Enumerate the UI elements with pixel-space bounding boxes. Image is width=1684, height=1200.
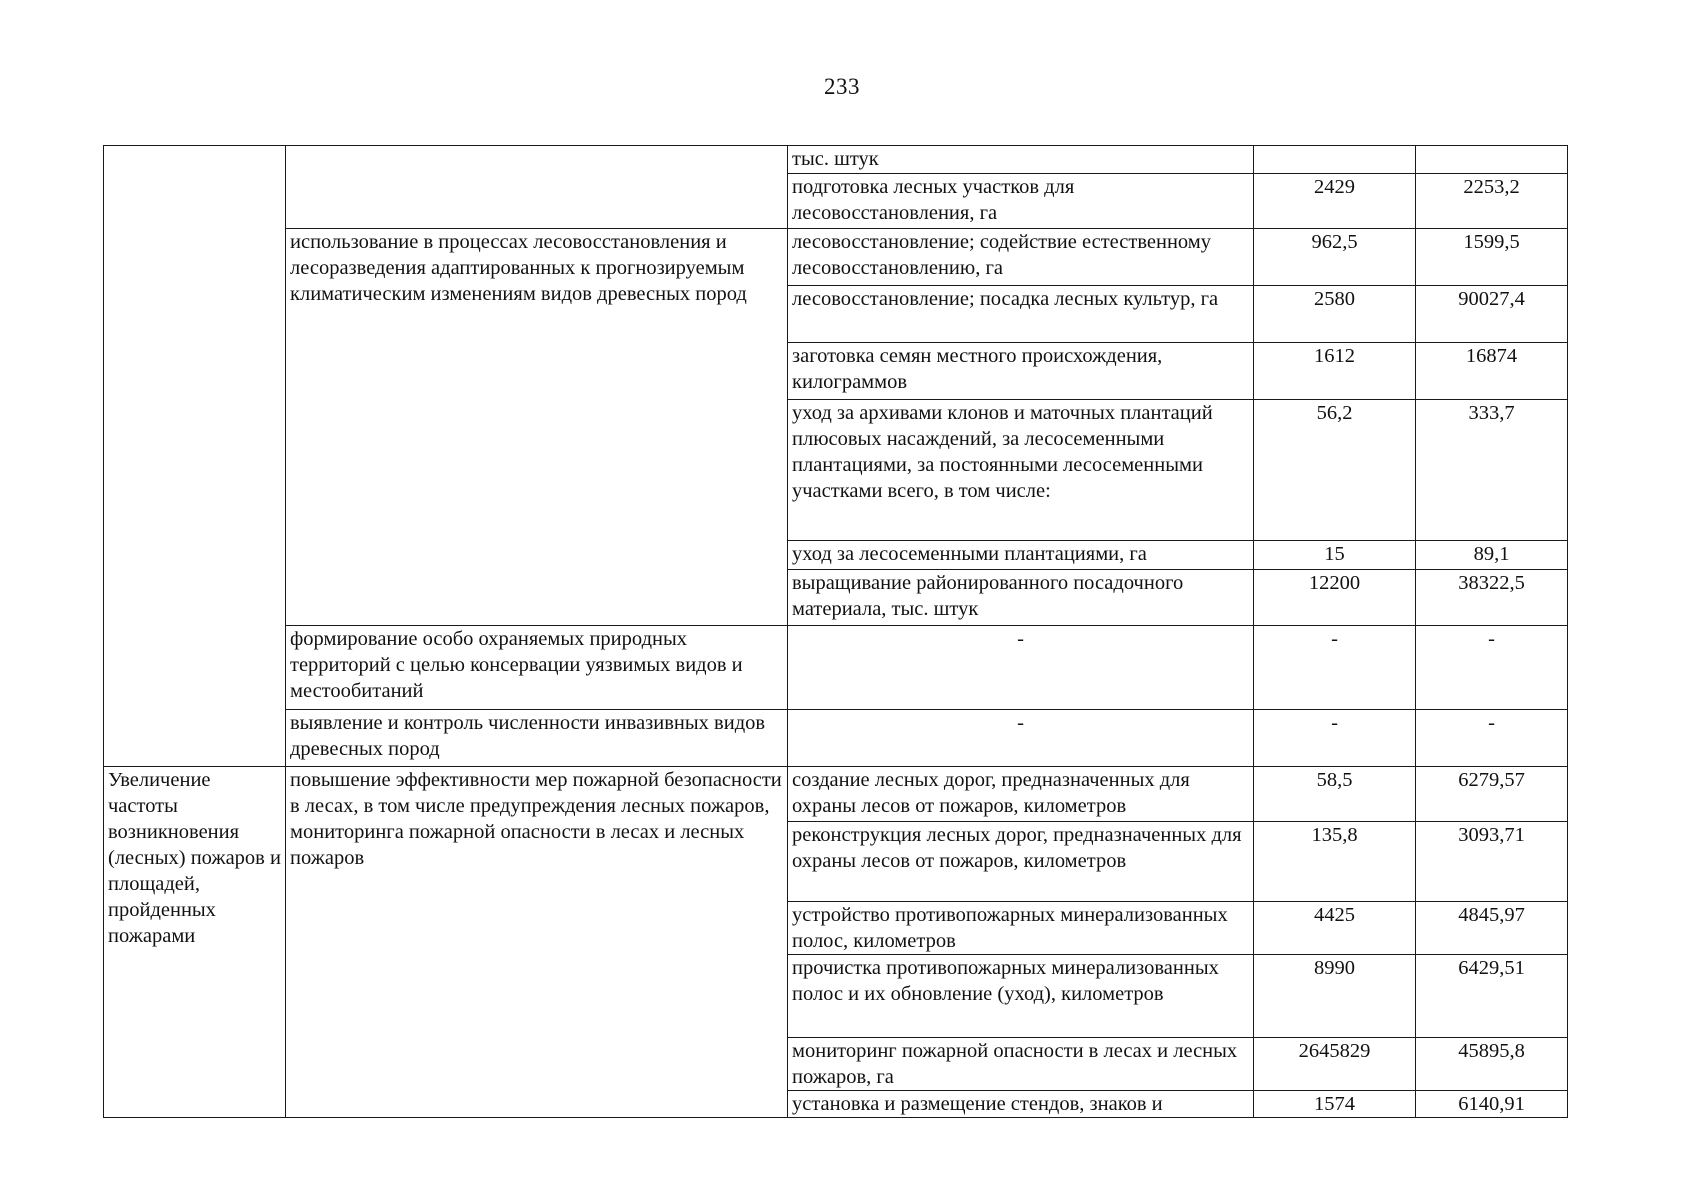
direction-cell: формирование особо охраняемых природных территорий с целью консервации уязвимых видов и местообитаний [286,626,788,710]
measure-cell: прочистка противопожарных минерализованных полос и их обновление (уход), километров [788,955,1254,1038]
risk-cell-continued [104,146,286,767]
measure-cell: создание лесных дорог, предназначенных для охраны лесов от пожаров, километров [788,767,1254,822]
value-cell-2: 16874 [1416,343,1568,400]
value-cell-2: 6140,91 [1416,1091,1568,1118]
value-cell-1: - [1254,626,1416,710]
measure-cell: заготовка семян местного происхождения, килограммов [788,343,1254,400]
table-row [104,626,1568,710]
measure-cell: лесовосстановление; посадка лесных культур, га [788,286,1254,343]
value-cell-2: 89,1 [1416,541,1568,570]
value-cell-2: 4845,97 [1416,902,1568,955]
value-cell-1: 962,5 [1254,229,1416,286]
value-cell-1: - [1254,710,1416,767]
measure-cell: уход за лесосеменными плантациями, га [788,541,1254,570]
value-cell-2: 90027,4 [1416,286,1568,343]
measure-cell: уход за архивами клонов и маточных плантаций плюсовых насаждений, за лесосеменными плантациями, за постоянными лесосеменными участками всего, в том числе: [788,400,1254,541]
measure-cell: подготовка лесных участков для лесовосстановления, га [788,174,1254,229]
value-cell-1: 1612 [1254,343,1416,400]
measure-cell: лесовосстановление; содействие естественному лесовосстановлению, га [788,229,1254,286]
measure-cell: тыс. штук [788,146,1254,174]
measure-cell: - [788,626,1254,710]
value-cell-1: 15 [1254,541,1416,570]
measure-cell: установка и размещение стендов, знаков и [788,1091,1254,1118]
value-cell-2: - [1416,626,1568,710]
value-cell-1: 2580 [1254,286,1416,343]
value-cell-1: 2429 [1254,174,1416,229]
value-cell-1: 58,5 [1254,767,1416,822]
value-cell-1: 2645829 [1254,1038,1416,1091]
table-row [104,229,1568,286]
measures-table [103,145,1568,1118]
value-cell-2: 38322,5 [1416,570,1568,626]
measure-cell: - [788,710,1254,767]
value-cell-2: - [1416,710,1568,767]
value-cell-2: 45895,8 [1416,1038,1568,1091]
measure-cell: мониторинг пожарной опасности в лесах и лесных пожаров, га [788,1038,1254,1091]
value-cell-1 [1254,146,1416,174]
value-cell-1: 56,2 [1254,400,1416,541]
value-cell-1: 135,8 [1254,822,1416,902]
measure-cell: выращивание районированного посадочного материала, тыс. штук [788,570,1254,626]
direction-cell: повышение эффективности мер пожарной безопасности в лесах, в том числе предупреждения лесных пожаров, мониторинга пожарной опасности в лесах и лесных пожаров [286,767,788,1118]
value-cell-1: 4425 [1254,902,1416,955]
table-row [104,767,1568,822]
value-cell-1: 12200 [1254,570,1416,626]
value-cell-1: 1574 [1254,1091,1416,1118]
value-cell-2: 3093,71 [1416,822,1568,902]
direction-cell: выявление и контроль численности инвазивных видов древесных пород [286,710,788,767]
value-cell-2: 2253,2 [1416,174,1568,229]
risk-cell: Увеличение частоты возникновения (лесных) пожаров и площадей, пройденных пожарами [104,767,286,1118]
value-cell-2: 1599,5 [1416,229,1568,286]
value-cell-2: 6279,57 [1416,767,1568,822]
measure-cell: устройство противопожарных минерализованных полос, километров [788,902,1254,955]
value-cell-2: 6429,51 [1416,955,1568,1038]
value-cell-2 [1416,146,1568,174]
direction-cell-continued [286,146,788,229]
table-row [104,710,1568,767]
page-number: 233 [824,74,860,99]
measure-cell: реконструкция лесных дорог, предназначенных для охраны лесов от пожаров, километров [788,822,1254,902]
table-row [104,146,1568,174]
value-cell-2: 333,7 [1416,400,1568,541]
value-cell-1: 8990 [1254,955,1416,1038]
direction-cell: использование в процессах лесовосстановления и лесоразведения адаптированных к прогнозируемым климатическим изменениям видов древесных пород [286,229,788,626]
